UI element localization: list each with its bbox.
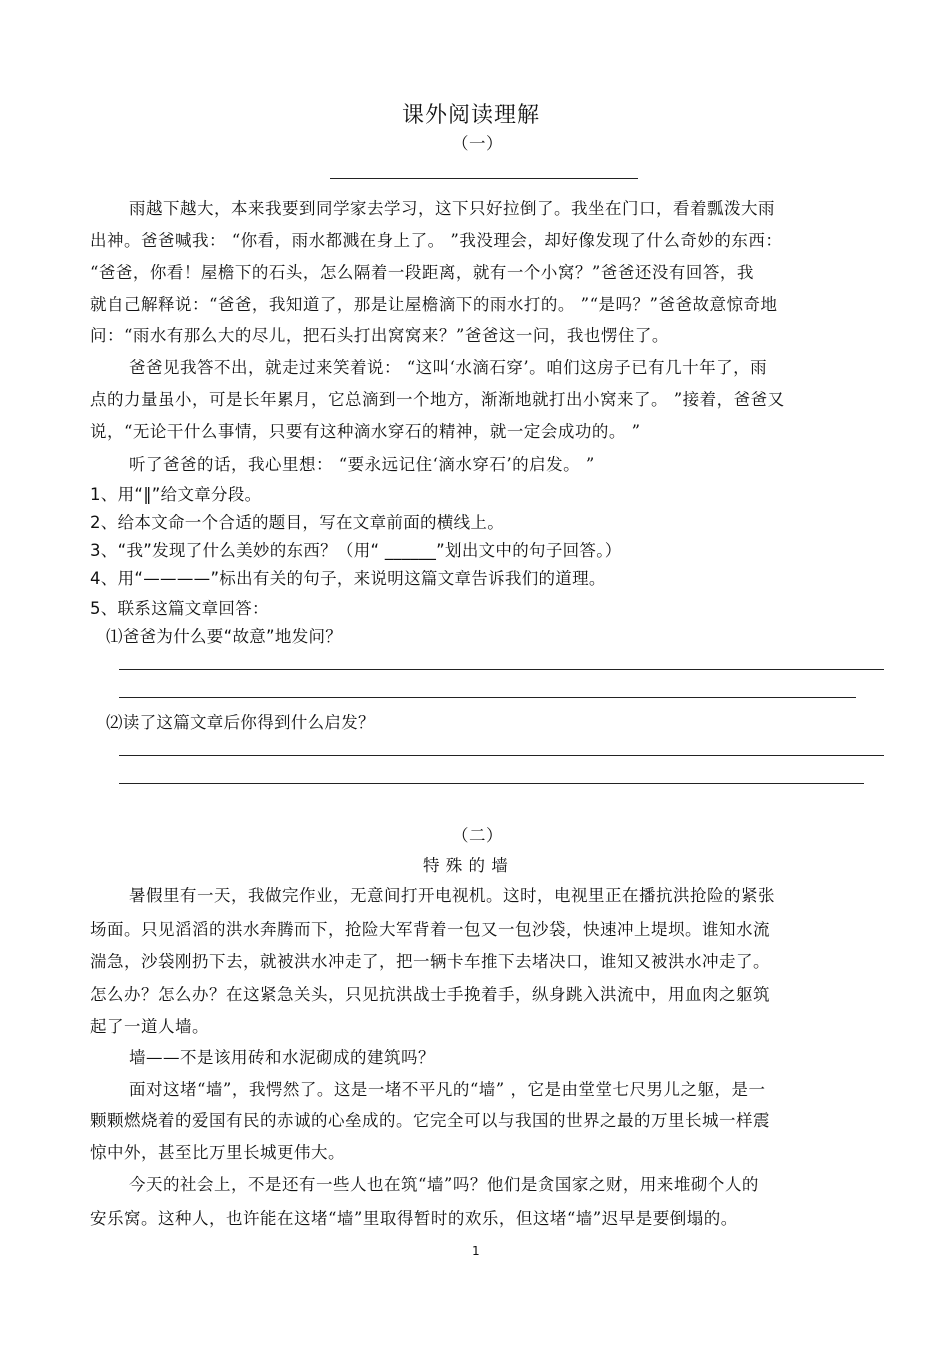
s1-line-7: 点的力量虽小，可是长年累月，它总滴到一个地方，渐渐地就打出小窝来了。 ”接着，爸爸又 [90, 390, 785, 409]
s2-line-1: 暑假里有一天，我做完作业，无意间打开电视机。这时，电视里正在播抗洪抢险的紧张 [129, 886, 775, 905]
page-number: 1 [472, 1244, 480, 1258]
question-5: 5、联系这篇文章回答： [90, 599, 269, 618]
section2-number: （二） [452, 826, 503, 845]
answer-line-3[interactable] [119, 755, 884, 756]
title-blank-line [330, 178, 638, 179]
s1-line-1: 雨越下越大，本来我要到同学家去学习，这下只好拉倒了。我坐在门口，看着瓢泼大雨 [129, 199, 775, 218]
s2-line-8: 颗颗燃烧着的爱国有民的赤诚的心垒成的。它完全可以与我国的世界之最的万里长城一样震 [90, 1111, 770, 1130]
answer-line-1[interactable] [119, 669, 884, 670]
s1-line-6: 爸爸见我答不出，就走过来笑着说： “这叫‘水滴石穿’。咱们这房子已有几十年了，雨 [129, 358, 768, 377]
question-4: 4、用“————”标出有关的句子，来说明这篇文章告诉我们的道理。 [90, 569, 606, 588]
s1-line-5: 问：“雨水有那么大的尽儿，把石头打出窝窝来？”爸爸这一问，我也愣住了。 [90, 326, 669, 345]
s1-line-9: 听了爸爸的话，我心里想： “要永远记住‘滴水穿石’的启发。 ” [129, 455, 595, 474]
question-5-1: ⑴爸爸为什么要“故意”地发问？ [106, 627, 343, 646]
section1-number: （一） [452, 134, 503, 153]
question-2: 2、给本文命一个合适的题目，写在文章前面的横线上。 [90, 513, 504, 532]
answer-line-4[interactable] [119, 783, 864, 784]
s2-line-5: 起了一道人墙。 [90, 1017, 209, 1036]
s2-line-7: 面对这堵“墙”，我愕然了。这是一堵不平凡的“墙” ，它是由堂堂七尺男儿之躯，是一 [129, 1080, 766, 1099]
s1-line-4: 就自己解释说：“爸爸，我知道了，那是让屋檐滴下的雨水打的。 ”“是吗？”爸爸故意惊奇地 [90, 295, 778, 314]
s1-line-3: “爸爸，你看！屋檐下的石头，怎么隔着一段距离，就有一个小窝？”爸爸还没有回答，我 [90, 263, 754, 282]
s1-line-8: 说，“无论干什么事情，只要有这种滴水穿石的精神，就一定会成功的。 ” [90, 422, 641, 441]
s2-line-10: 今天的社会上，不是还有一些人也在筑“墙”吗？他们是贪国家之财，用来堆砌个人的 [129, 1175, 759, 1194]
s2-line-3: 湍急，沙袋刚扔下去，就被洪水冲走了，把一辆卡车推下去堵决口，谁知又被洪水冲走了。 [90, 952, 770, 971]
s2-line-2: 场面。只见滔滔的洪水奔腾而下，抢险大军背着一包又一包沙袋，快速冲上堤坝。谁知水流 [90, 920, 770, 939]
question-1: 1、用“‖”给文章分段。 [90, 485, 262, 504]
section1-title: 课外阅读理解 [402, 103, 541, 128]
s2-line-11: 安乐窝。这种人，也许能在这堵“墙”里取得暂时的欢乐，但这堵“墙”迟早是要倒塌的。 [90, 1209, 738, 1228]
s2-line-4: 怎么办？怎么办？在这紧急关头，只见抗洪战士手挽着手，纵身跳入洪流中，用血肉之躯筑 [90, 985, 770, 1004]
s2-line-9: 惊中外，甚至比万里长城更伟大。 [90, 1143, 345, 1162]
question-3: 3、“我”发现了什么美妙的东西？（用“ ______”划出文中的句子回答。） [90, 541, 622, 560]
s1-line-2: 出神。爸爸喊我： “你看，雨水都溅在身上了。 ”我没理会，却好像发现了什么奇妙的东西： [90, 231, 783, 250]
section2-title: 特 殊 的 墙 [423, 856, 509, 875]
s2-line-6: 墙——不是该用砖和水泥砌成的建筑吗？ [129, 1048, 435, 1067]
question-5-2: ⑵读了这篇文章后你得到什么启发？ [106, 713, 375, 732]
answer-line-2[interactable] [119, 697, 856, 698]
